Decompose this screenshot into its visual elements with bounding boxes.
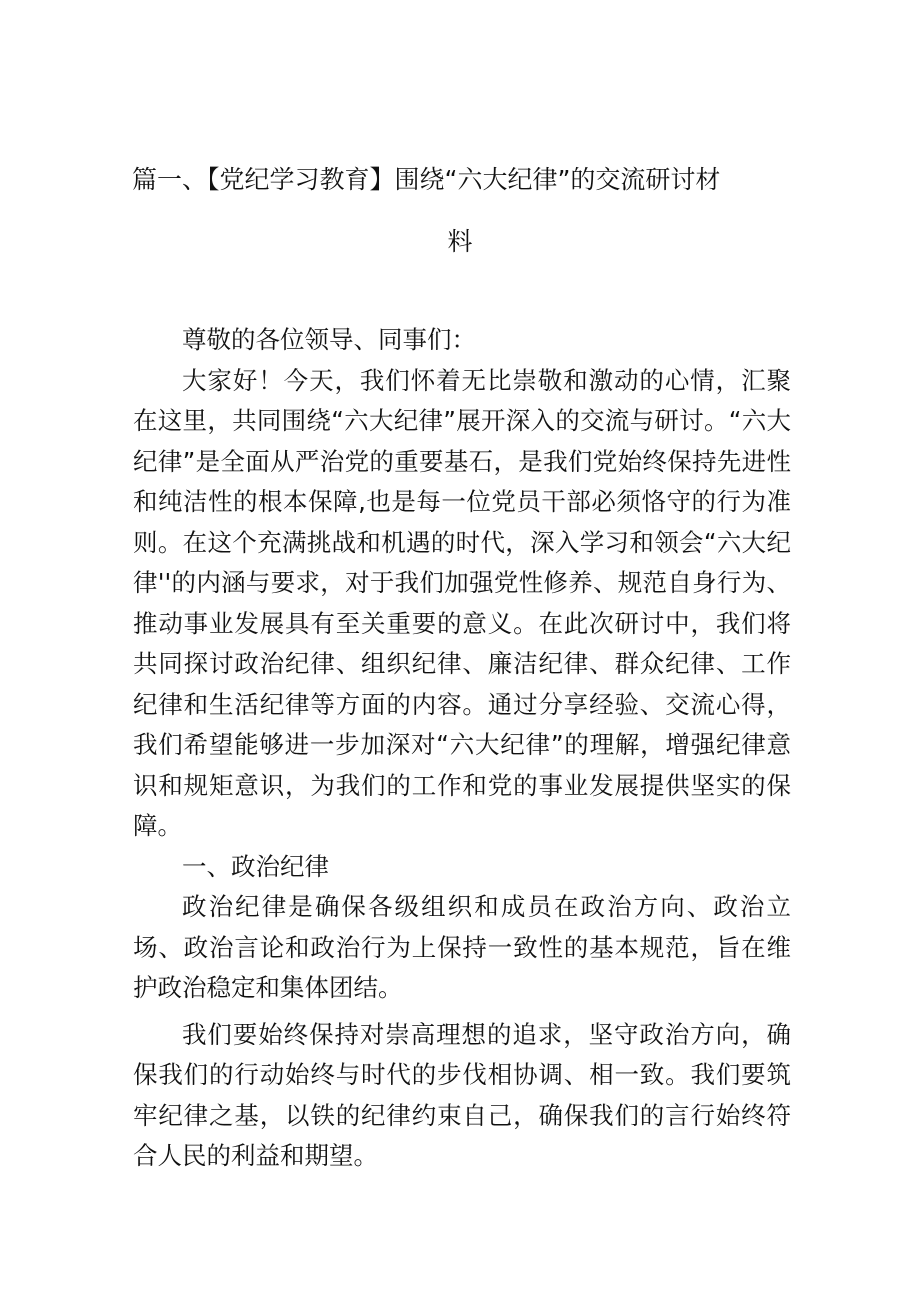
document-title-line-2: 料 [447, 227, 473, 256]
document-body [133, 320, 791, 1177]
document-title-line-1: 篇一、【党纪学习教育】围绕“六大纪律”的交流研讨材 [132, 165, 721, 194]
paragraph-political-discipline-definition: 政治纪律是确保各级组织和成员在政治方向、政治立场、政治言论和政治行为上保持一致性的基本规范，旨在维护政治稳定和集体团结。 [133, 892, 791, 1002]
section-heading-political-discipline: 一、政治纪律 [182, 851, 329, 881]
paragraph-opening: 大家好！今天，我们怀着无比崇敬和激动的心情，汇聚在这里，共同围绕“六大纪律”展开深入的交流与研讨。“六大纪律”是全面从严治党的重要基石，是我们党始终保持先进性和纯洁性的根本保障,也是每一位党员干部必须恪守的行为准则。在这个充满挑战和机遇的时代，深入学习和领会“六大纪律''的内涵与要求，对于我们加强党性修养、规范自身行为、推动事业发展具有至关重要的意义。在此次研讨中，我们将共同探讨政治纪律、组织纪律、廉洁纪律、群众纪律、工作纪律和生活纪律等方面的内容。通过分享经验、交流心得，我们希望能够进一步加深对“六大纪律”的理解，增强纪律意识和规矩意识，为我们的工作和党的事业发展提供坚实的保障。 [133, 365, 791, 840]
paragraph-political-discipline-commitment: 我们要始终保持对崇高理想的追求，坚守政治方向，确保我们的行动始终与时代的步伐相协调、相一致。我们要筑牢纪律之基，以铁的纪律约束自己，确保我们的言行始终符合人民的利益和期望。 [133, 1019, 791, 1170]
salutation: 尊敬的各位领导、同事们： [182, 325, 476, 354]
